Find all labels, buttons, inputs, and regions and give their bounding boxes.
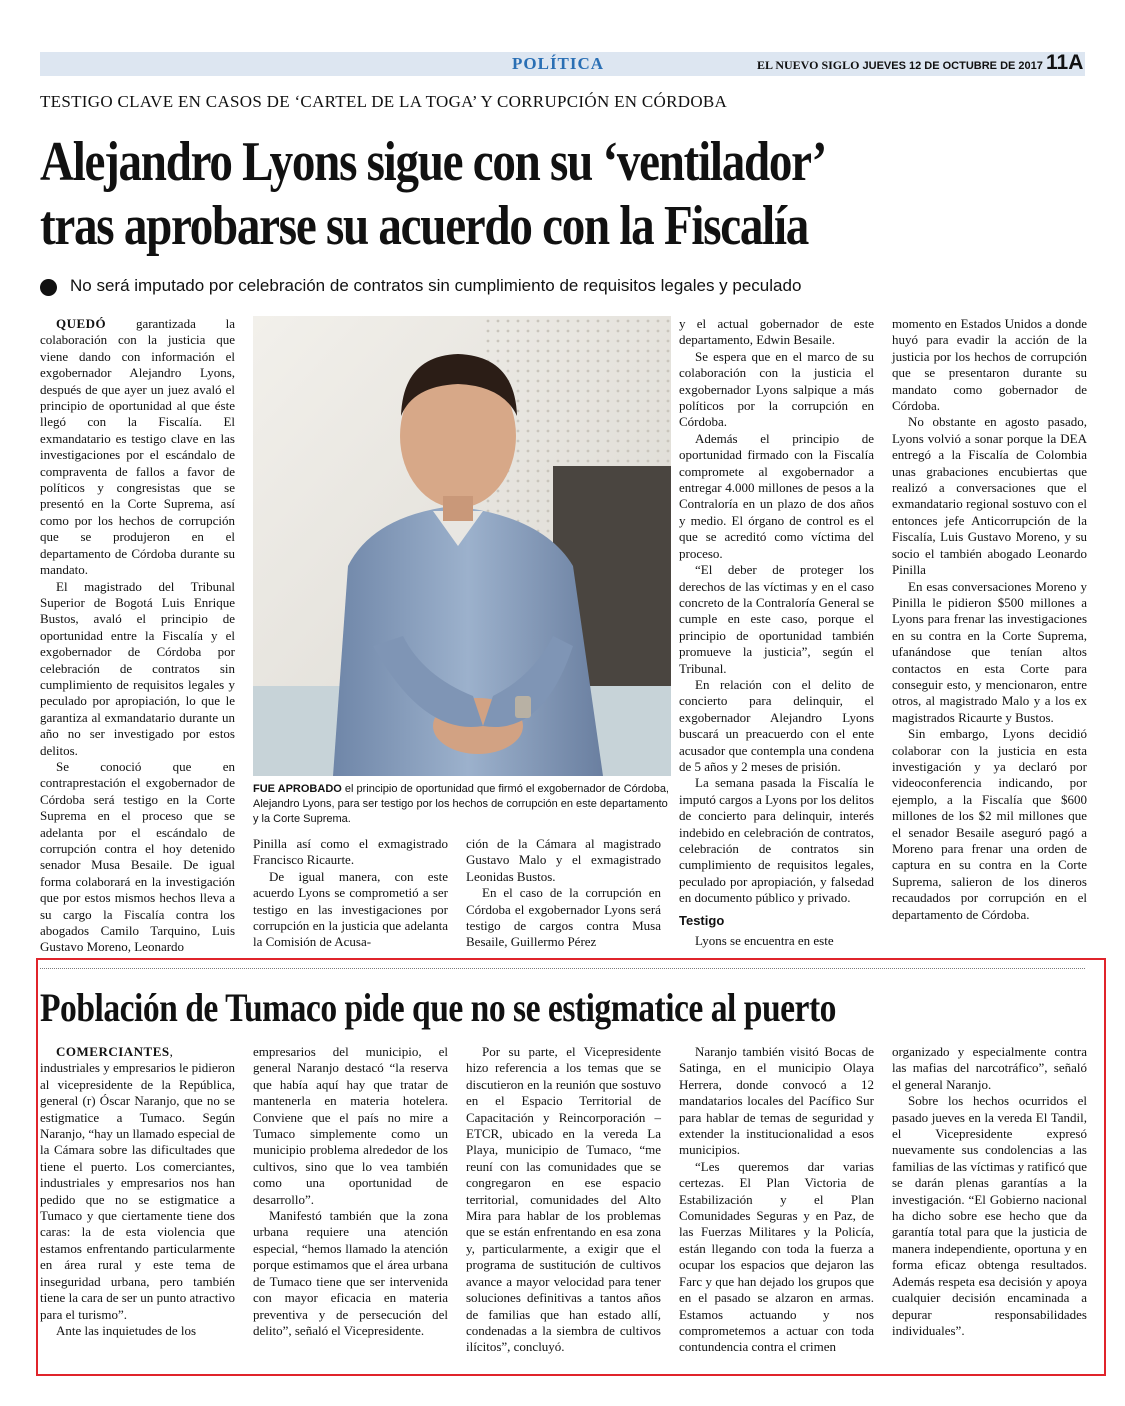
section-label[interactable]: POLÍTICA [512,54,605,73]
issue-date: JUEVES 12 DE OCTUBRE DE 2017 [862,60,1043,72]
paragraph: Ante las inquietudes de los [56,1322,197,1338]
article-kicker: TESTIGO CLAVE EN CASOS DE ‘CARTEL DE LA TOGA’ Y CORRUPCIÓN EN CÓRDOBA [40,92,728,111]
paragraph: ción de la Cámara al magistrado Gustavo Malo y el exmagistrado Leonidas Bustos. [466,836,661,884]
article1-column-4 [679,316,874,949]
paragraph: En el caso de la corrupción en Córdoba el exgobernador Lyons será testigo de cargos contra Musa Besaile, Guillermo Pérez [466,885,661,950]
paragraph: Pinilla así como el exmagistrado Francisco Ricaurte. [253,836,448,868]
paragraph: No obstante en agosto pasado, Lyons volvió a sonar porque la DEA entregó a la Fiscalía de Colombia unas grabaciones encubiertas que realizó a conversaciones que el exmandatario regional sostuvo con el entonces jefe Anticorrupción de la Fiscalía, Luis Gustavo Moreno, y su socio el también abogado Leonardo Pinilla [892,414,1087,578]
headline-line-1: Alejandro Lyons sigue con su ‘ventilador’ [40,131,826,193]
lyons-photo [253,316,671,776]
dateline [757,58,1043,73]
portrait-image [253,316,671,776]
caption-text: el principio de oportunidad que firmó el exgobernador de Córdoba, Alejandro Lyons, para ser testigo por los hechos de corrupción en este departamento y la Corte Suprema. [253,783,669,825]
article2-column-1 [40,1044,235,1339]
article2-column-4 [679,1044,874,1356]
paragraph: “Les queremos dar varias certezas. El Plan Victoria de Estabilización y el Plan Comunidades Seguras y en Paz, de las Fuerzas Militares y la Policía, están llegando con toda la fuerza a ocupar los espacios que dejaron las Farc y que han dejado los grupos que en el pasado se alzaron en armas. Estamos actuando y nos comprometemos a actuar con toda contundencia contra el crimen [679,1158,874,1355]
article-subhead: No será imputado por celebración de contratos sin cumplimiento de requisitos legales y peculado [70,276,802,295]
section-subheading: Testigo [679,912,725,928]
newspaper-name: EL NUEVO SIGLO [757,58,860,72]
article1-column-5 [892,316,1087,923]
divider [40,968,1085,969]
article1-column-3 [466,836,661,951]
paragraph: En relación con el delito de concierto para delinquir, el exgobernador Alejandro Lyons buscará un preacuerdo con el ente acusador que contempla una condena de 5 años y 2 meses de prisión. [679,676,874,774]
photo-caption [253,782,671,827]
lead-word: QUEDÓ [56,316,107,331]
paragraph: Sobre los hechos ocurridos el pasado jueves en la vereda El Tandil, el Vicepresidente expresó nuevamente sus condolencias a las familias de las víctimas y ratificó que se darán plenas garantías a la investigación. “El Gobierno nacional ha dicho sobre ese hecho que da garantía total para que la justicia de manera independiente, oportuna y en forma eficaz obtenga resultados. Además respeta esa decisión y apoya cualquier decisión encaminada a depurar responsabilidades individuales”. [892,1093,1087,1338]
paragraph: Naranjo también visitó Bocas de Satinga, en el municipio Olaya Herrera, donde convocó a 12 mandatarios locales del Pacífico Sur para hablar de temas de seguridad y extender la institucionalidad a esos municipios. [679,1044,874,1158]
article-headline [40,130,930,258]
headline-line-2: tras aprobarse su acuerdo con la Fiscalía [40,195,809,257]
paragraph: El magistrado del Tribunal Superior de Bogotá Luis Enrique Bustos, avaló el principio de oportunidad entre la Fiscalía y el exgobernador de Córdoba por celebración de contratos sin cumplimiento de requisitos legales y peculado por apropiación, lo que le garantiza al exmandatario durante un año no ser investigado por estos delitos. [40,578,235,758]
article1-column-1 [40,316,235,956]
page-number: 11A [1046,51,1084,74]
paragraph: Se conoció que en contraprestación el exgobernador de Córdoba será testigo en la Corte Suprema en el proceso que se adelanta por el escándalo de corrupción contra el hoy detenido senador Musa Besaile. De igual forma colaborará en la investigación que por estos mismos hechos lleva a su cargo la Fiscalía contra los abogados Camilo Tarquino, Luis Gustavo Moreno, Leonardo [40,758,235,955]
paragraph: “El deber de proteger los derechos de las víctimas y en el caso concreto de la Contraloría General se cumple en este caso, porque el principio de oportunidad también promueve la justicia”, según el Tribunal. [679,562,874,676]
lead-word: COMERCIANTES [56,1044,170,1059]
paragraph: Por su parte, el Vicepresidente hizo referencia a los temas que se discutieron en la reunión que sostuvo en el Espacio Territorial de Capacitación y Reincorporación –ETCR, ubicado en la vereda La Playa, municipio de Tumaco, “me reuní con las comunidades que se congregaron en ese espacio territorial, comunidades del Alto Mira para hablar de los problemas que se están enfrentando en esa zona y, particularmente, a exigir que el programa de sustitución de cultivos avance a mayor velocidad para tener soluciones definitivas a tantos años de familias que han estado allí, condenadas a la siembra de cultivos ilícitos”, concluyó. [466,1044,661,1355]
caption-lead: FUE APROBADO [253,783,342,795]
article2-column-3 [466,1044,661,1356]
article1-column-2 [253,836,448,951]
paragraph: En esas conversaciones Moreno y Pinilla le pidieron $500 millones a Lyons para frenar las investigaciones en su contra en la Corte Suprema, ufanándose que tenían altos contactos en esta Corte para conseguir esto, y mencionaron, entre otros, al magistrado Malo y a los ex magistrados Ricaurte y Bustos. [892,578,1087,725]
paragraph: Lyons se encuentra en este [695,933,834,949]
paragraph: De igual manera, con este acuerdo Lyons se comprometió a ser testigo en las investigaciones por corrupción en la justicia que adelanta la Comisión de Acusa- [253,868,448,950]
paragraph: y el actual gobernador de este departamento, Edwin Besaile. [679,316,874,348]
paragraph: COMERCIANTES, industriales y empresarios le pidieron al vicepresidente de la República, general (r) Óscar Naranjo, que no se estigmatice a Tumaco. Según Naranjo, “hay un llamado especial de la Cámara sobre las dificultades que tiene el puerto. Los comerciantes, industriales y empresarios nos han pedido que no se estigmatice a Tumaco y que ciertamente tiene dos caras: la de esta violencia que estamos enfrentando particularmente en área rural y este tema de inseguridad urbana, pero también tiene la cara de ser un punto atractivo para el turismo”. [40,1044,235,1322]
paragraph: Manifestó también que la zona urbana requiere una atención especial, “hemos llamado la atención porque estimamos que el área urbana de Tumaco tiene que ser intervenida con mayor eficacia en materia preventiva y de persecución del delito”, señaló el Vicepresidente. [253,1208,448,1338]
paragraph: Se espera que en el marco de su colaboración con la justicia el exgobernador Lyons salpique a más políticos por la corrupción en Córdoba. [679,348,874,430]
bullet-icon [40,279,57,296]
article2-column-2 [253,1044,448,1339]
article2-headline: Población de Tumaco pide que no se estigmatice al puerto [40,985,836,1030]
paragraph: empresarios del municipio, el general Naranjo destacó “la reserva que había aquí hay que tratar de mantenerla en materia hotelera. Conviene que el país no mire a Tumaco simplemente como un municipio problema alrededor de los cultivos, sino que lo vea también como una oportunidad de desarrollo”. [253,1044,448,1207]
paragraph: Además el principio de oportunidad firmado con la Fiscalía compromete al exgobernador a entregar 4.000 millones de pesos a la Contraloría en un plazo de dos años y medio. El órgano de control es el que se acreditó como víctima del proceso. [679,430,874,561]
paragraph: La semana pasada la Fiscalía le imputó cargos a Lyons por los delitos de concierto para delinquir, interés indebido en celebración de contratos, celebración de contratos sin cumplimiento de requisitos legales, peculado por apropiación, y falsedad en documento público y privado. [679,775,874,906]
article2-column-5 [892,1044,1087,1339]
paragraph: QUEDÓ garantizada la colaboración con la justicia que viene dando con información el exgobernador Alejandro Lyons, después de que ayer un juez avaló el principio de oportunidad al que éste llegó con la Fiscalía. El exmandatario es testigo clave en las investigaciones por el escándalo de compraventa de fallos a favor de políticos y congresistas que se presentó en la Corte Suprema, así como por los hechos de corrupción que se produjeron en el departamento de Córdoba durante su mandato. [40,316,235,578]
paragraph: Sin embargo, Lyons decidió colaborar con la justicia en esta investigación y ya declaró por videoconferencia indicando, por ejemplo, a la Fiscalía que $600 millones de los $2 mil millones que el senador Besaile aseguró pagó a Moreno para frenar una orden de captura en su contra en la Corte Suprema, salieron de los dineros recaudados por corrupción en el departamento de Córdoba. [892,726,1087,922]
paragraph: momento en Estados Unidos a donde huyó para evadir la acción de la justicia por los hechos de corrupción que se presentaron durante su mandato como gobernador de Córdoba. [892,316,1087,414]
paragraph: organizado y especialmente contra las mafias del narcotráfico”, señaló el general Naranjo. [892,1044,1087,1092]
